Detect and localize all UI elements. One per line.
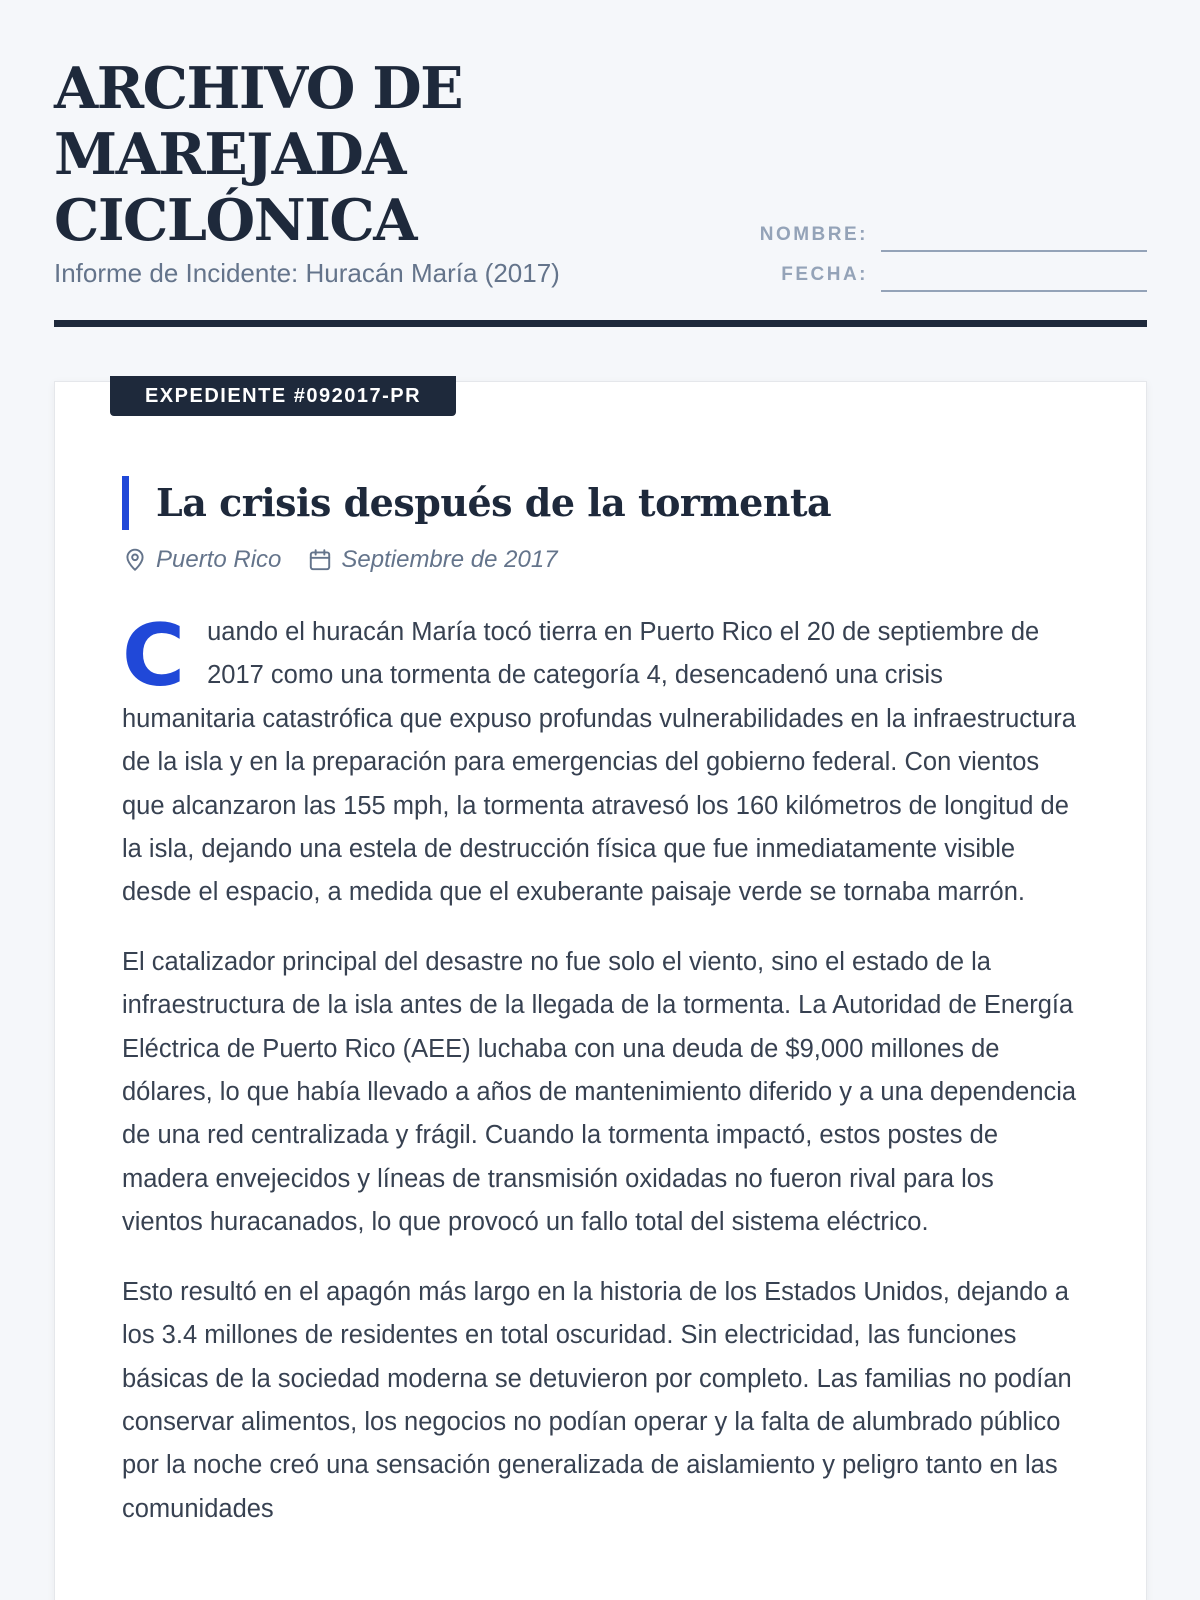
header-divider (54, 320, 1147, 327)
date-label: FECHA: (781, 264, 868, 285)
location-text: Puerto Rico (156, 546, 282, 573)
date-field-row (674, 258, 1147, 292)
drop-cap: C (122, 606, 186, 706)
date-meta (307, 546, 557, 574)
paragraph-3: Esto resultó en el apagón más largo en la historia de los Estados Unidos, dejando a los 3.4 millones de residentes en total oscuridad. Sin electricidad, las funciones básicas de la sociedad moderna se detuvieron por completo. Las familias no podían conservar alimentos, los negocios no podían operar y la falta de alumbrado público por la noche creó una sensación generalizada de aislamiento y peligro tanto en las comunidades (122, 1277, 1072, 1523)
page-title: ARCHIVO DE MAREJADA CICLÓNICA (54, 55, 463, 254)
page-subtitle: Informe de Incidente: Huracán María (2017) (54, 258, 560, 288)
article-title: La crisis después de la tormenta (122, 476, 831, 530)
paragraph-1-text: uando el huracán María tocó tierra en Puerto Rico el 20 de septiembre de 2017 como una tormenta de categoría 4, desencadenó una crisis humanitaria catastrófica que expuso profundas vulnerabilidades en la infraestructura de la isla y en la preparación para emergencias del gobierno federal. Con vientos que alcanzaron las 155 mph, la tormenta atravesó los 160 kilómetros de longitud de la isla, dejando una estela de destrucción física que fue inmediatamente visible desde el espacio, a medida que el exuberante paisaje verde se tornaba marrón. (122, 618, 1076, 907)
map-pin-icon (122, 547, 148, 573)
location-meta (122, 546, 281, 574)
name-label: NOMBRE: (759, 224, 868, 245)
calendar-icon (307, 547, 333, 573)
document-page (54, 0, 1147, 1600)
report-card (54, 381, 1147, 1600)
document-header (54, 0, 1147, 328)
article-body (122, 606, 1079, 1557)
paragraph-2: El catalizador principal del desastre no fue solo el viento, sino el estado de la infraestructura de la isla antes de la llegada de la tormenta. La Autoridad de Energía Eléctrica de Puerto Rico (AEE) luchaba con una deuda de $9,000 millones de dólares, lo que había llevado a años de mantenimiento diferido y a una dependencia de una red centralizada y frágil. Cuando la tormenta impactó, estos postes de madera envejecidos y líneas de transmisión oxidadas no fueron rival para los vientos huracanados, lo que provocó un fallo total del sistema eléctrico. (122, 947, 1077, 1237)
date-text: Septiembre de 2017 (341, 546, 558, 573)
date-field[interactable] (881, 290, 1147, 292)
article-meta (122, 545, 558, 575)
paragraph-1 (122, 606, 1079, 915)
name-field[interactable] (881, 250, 1147, 252)
case-badge: EXPEDIENTE #092017-PR (110, 376, 456, 416)
name-field-row (674, 218, 1147, 252)
